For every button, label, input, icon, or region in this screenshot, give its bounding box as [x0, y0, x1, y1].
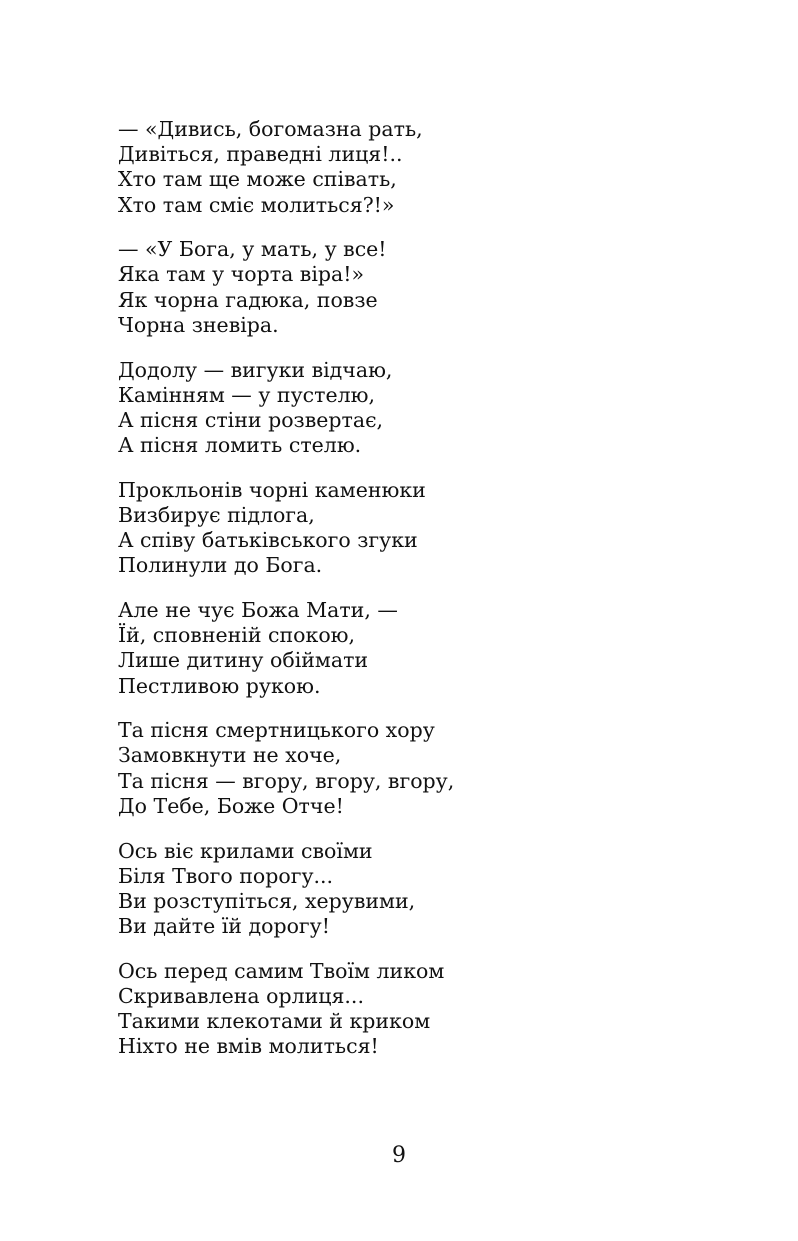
poem-line: Але не чує Божа Мати, —	[118, 598, 398, 622]
poem-line: Та пісня смертницького хору	[118, 718, 435, 743]
poem-line: До Тебе, Боже Отче!	[118, 793, 344, 818]
poem-line: Ніхто не вмів молиться!	[118, 1034, 379, 1059]
poem-line: Яка там у чорта віра!»	[118, 262, 365, 287]
poem-line: Скривавлена орлиця...	[118, 983, 364, 1008]
poem-line: Ви дайте їй дорогу!	[118, 914, 330, 939]
poem-line: Біля Твого порогу...	[118, 863, 334, 888]
poem-line: Камінням — у пустелю,	[118, 382, 375, 407]
poem-line: Прокльонів чорні каменюки	[118, 477, 426, 502]
poem-line: Замовкнути не хоче,	[118, 743, 342, 768]
poem-line: Дивіться, праведні лиця!..	[118, 142, 403, 167]
poem-line: Ось перед самим Твоїм ликом	[118, 958, 445, 983]
page-number: 9	[392, 1143, 406, 1168]
poem-line: Додолу — вигуки відчаю,	[118, 357, 393, 382]
poem-line: Чорна зневіра.	[118, 312, 279, 337]
poem-line: Лише дитину обіймати	[118, 648, 369, 673]
poem-line: Їй, сповненій спокою,	[118, 623, 356, 648]
poem-line: Визбирує підлога,	[118, 502, 315, 527]
poem-line: Ось віє крилами своїми	[118, 838, 373, 863]
stanza	[118, 839, 718, 940]
stanza	[118, 358, 718, 459]
poem-line: А пісня ломить стелю.	[118, 433, 362, 458]
stanza	[118, 237, 718, 338]
poem-line: Полинули до Бога.	[118, 553, 323, 578]
poem-line: А пісня стіни розвертає,	[118, 407, 384, 432]
poem-line: Як чорна гадюка, повзе	[118, 287, 378, 312]
poem-line: Хто там ще може співать,	[118, 167, 397, 192]
stanza	[118, 718, 718, 819]
poem-line: Та пісня — вгору, вгору, вгору,	[118, 768, 455, 793]
stanza	[118, 117, 718, 218]
poem-line: Пестливою рукою.	[118, 673, 321, 698]
poem-line: Такими клекотами й криком	[118, 1009, 431, 1034]
stanza	[118, 959, 718, 1060]
poem-body	[118, 117, 718, 1079]
poem-line: А співу батьківського згуки	[118, 528, 418, 553]
poem-line: Хто там сміє молиться?!»	[118, 192, 395, 217]
stanza	[118, 598, 718, 699]
poem-line: Ви розступіться, херувими,	[118, 888, 416, 913]
stanza	[118, 478, 718, 579]
poem-line: — «У Бога, у мать, у все!	[118, 237, 387, 262]
poem-line: — «Дивись, богомазна рать,	[118, 117, 423, 141]
